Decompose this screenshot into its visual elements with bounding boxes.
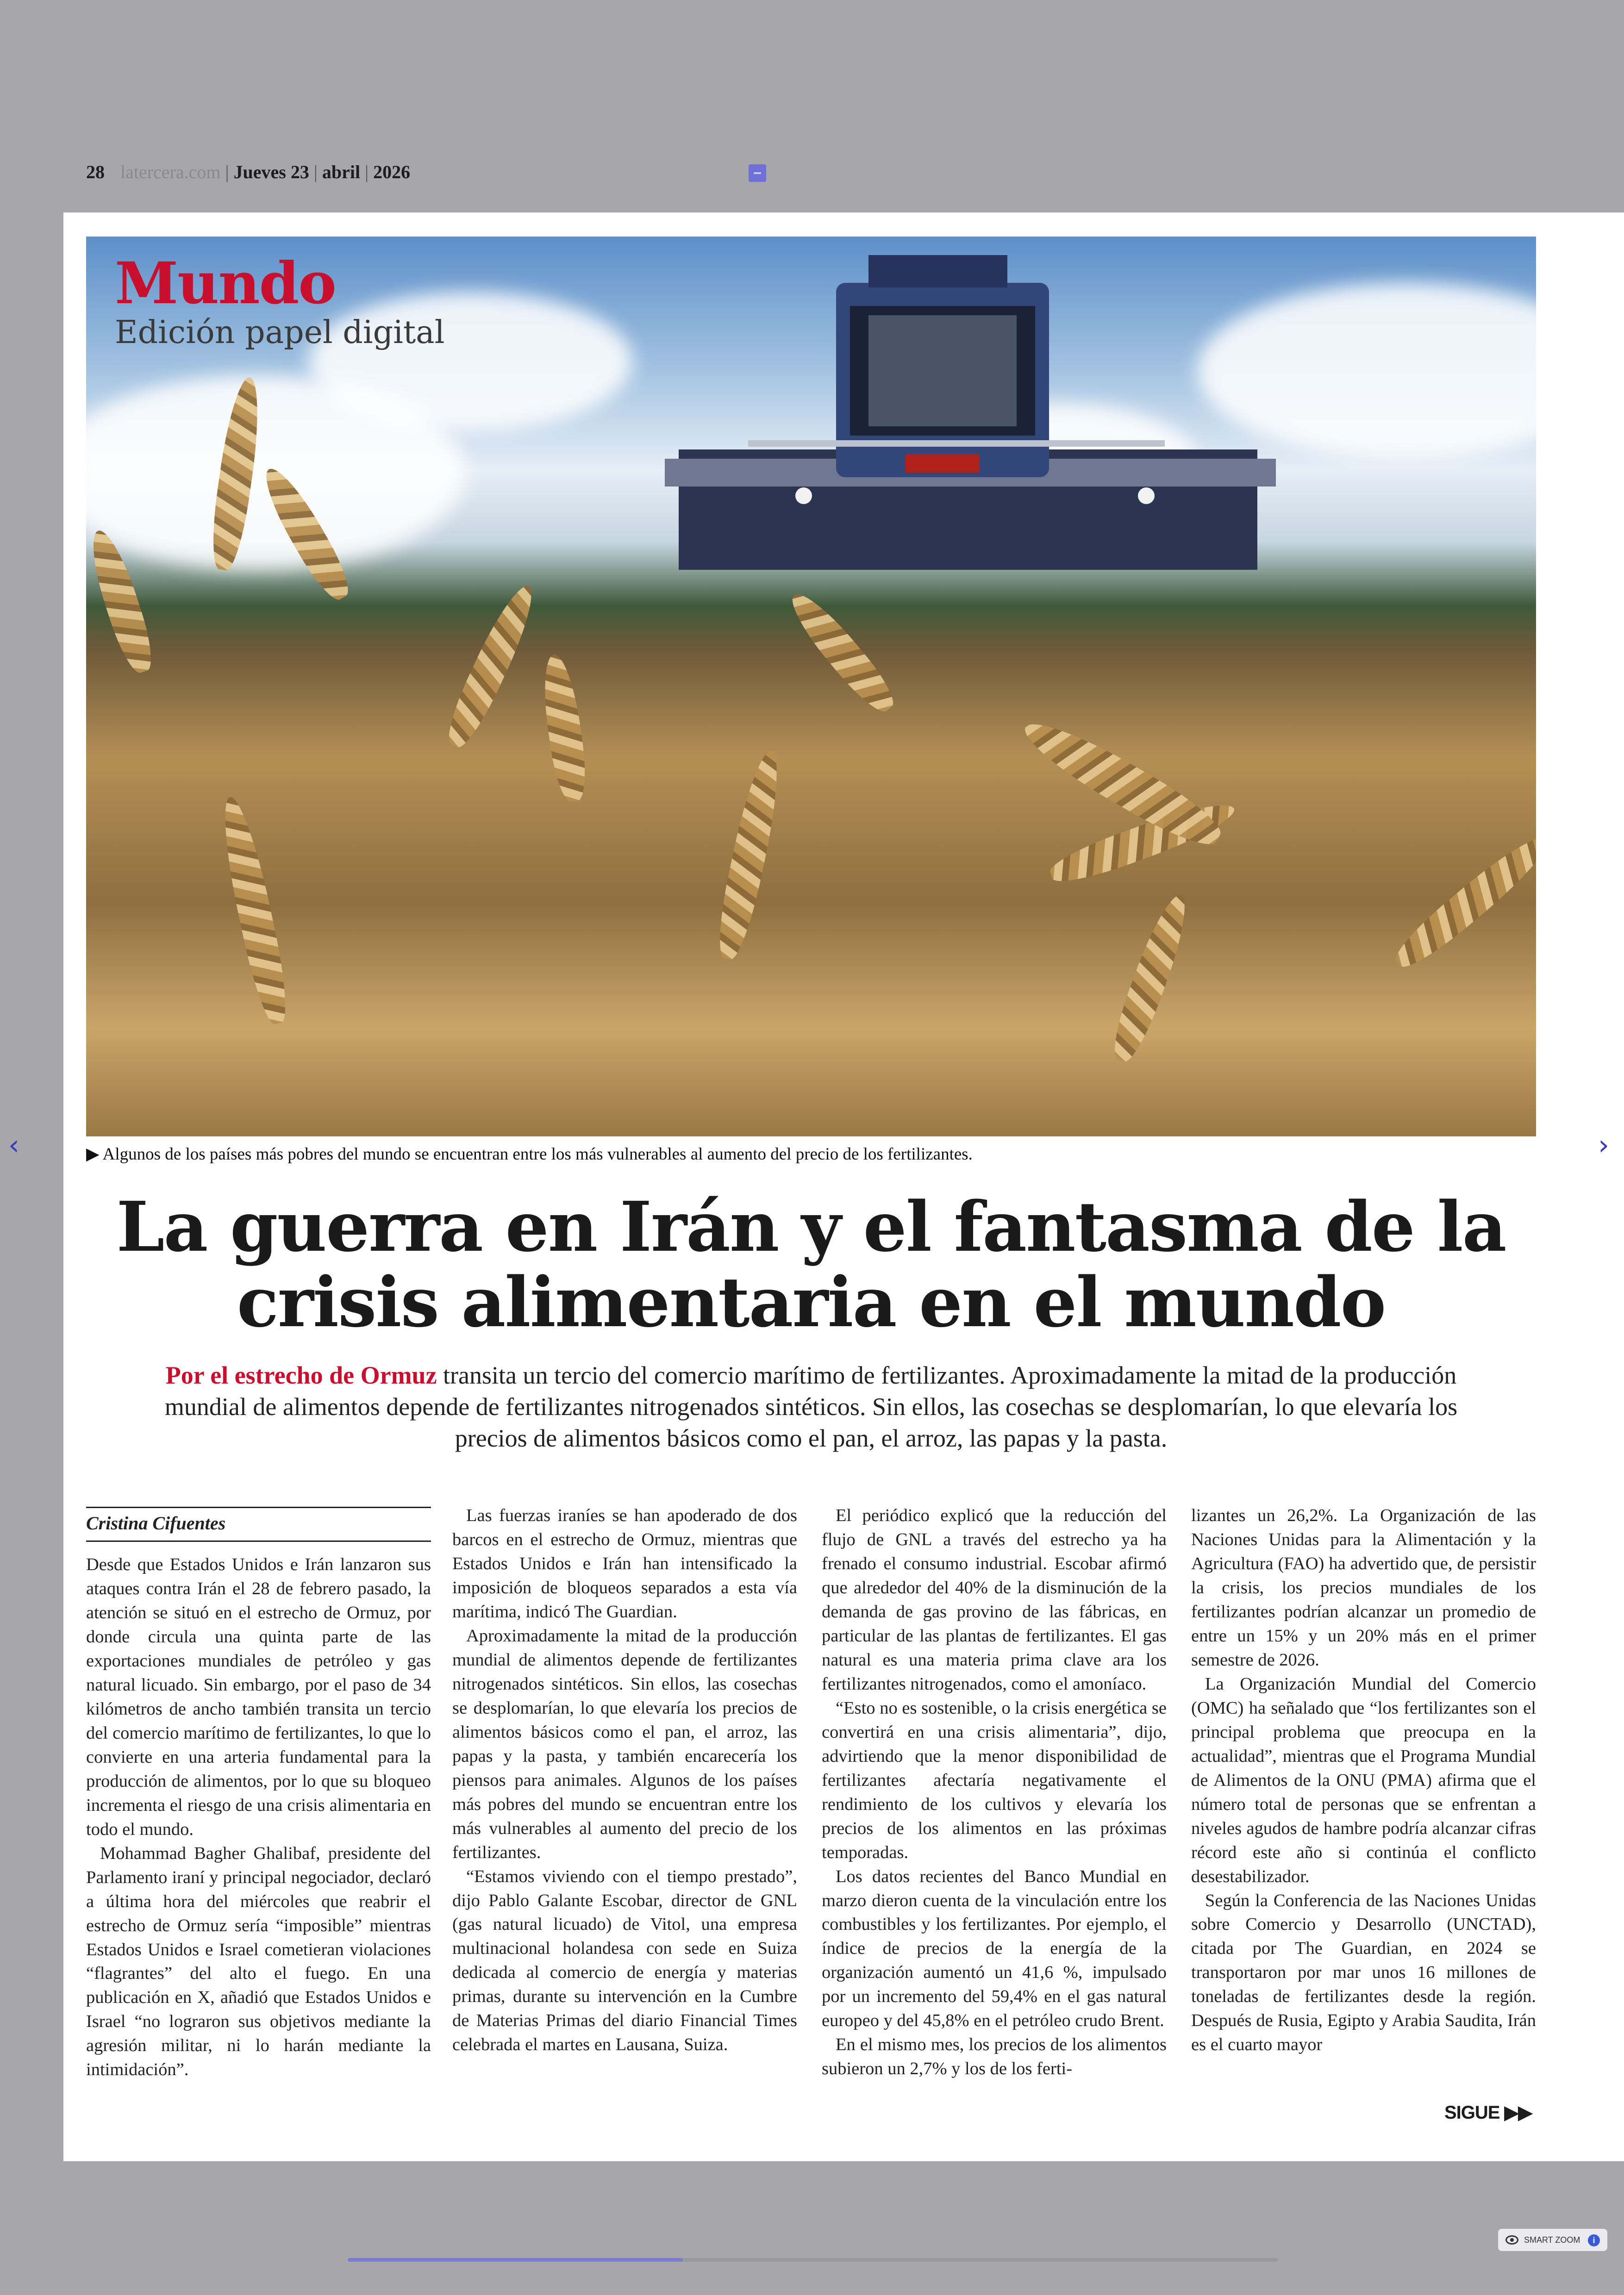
previous-page-icon[interactable]: ‹ bbox=[8, 1129, 19, 1161]
paragraph: En el mismo mes, los precios de los alimentos subieron un 2,7% y los de los ferti- bbox=[822, 2035, 1167, 2079]
folio-day: Jueves 23 bbox=[233, 162, 309, 182]
deck-text: transita un tercio del comercio marítimo de fertilizantes. Aproximadamente la mitad de la producción mundial de alimentos depende de fertilizantes nitrogenados sintéticos. Sin ellos, las cosechas se desplomarían, lo que elevaría los precios de alimentos básicos como el pan, el arroz, las papas y la pasta. bbox=[164, 1361, 1458, 1453]
wheat-harvester-photo bbox=[86, 237, 1536, 1136]
paragraph: Los datos recientes del Banco Mundial en marzo dieron cuenta de la vinculación entre los combustibles y los fertilizantes. Por ejemplo, el índice de precios de la energía de la organización aumentó un 41,6 %, impulsado por un incremento del 59,4% en el gas natural europeo y del 45,8% en el petróleo crudo Brent. bbox=[822, 1866, 1167, 2031]
article-deck bbox=[133, 1360, 1489, 1454]
folio-year: 2026 bbox=[373, 162, 411, 182]
headline-line: La guerra en Irán y el fantasma de la bbox=[116, 1186, 1506, 1267]
paragraph: “Esto no es sostenible, o la crisis energética se convertirá en una crisis alimentaria”, dijo, advirtiendo que la menor disponibilidad de fertilizantes afectaría negativamente el rendimiento de los cultivos y elevaría los precios de los alimentos en las próximas temporadas. bbox=[822, 1698, 1167, 1862]
page-progress-fill bbox=[348, 2258, 683, 2262]
folio-separator: | bbox=[365, 162, 369, 182]
page-menu-icon[interactable] bbox=[749, 164, 766, 182]
paragraph: La Organización Mundial del Comercio (OMC) ha señalado que “los fertilizantes son el principal problema que preocupa en la actualidad”, mientras que el Programa Mundial de Alimentos de la ONU (PMA) afirma que el número total de personas que se enfrentan a niveles agudos de hambre podría alcanzar cifras récord este año si continúa el conflicto desestabilizador. bbox=[1191, 1674, 1536, 1886]
next-page-icon[interactable]: › bbox=[1598, 1129, 1609, 1161]
harvester-illustration bbox=[609, 255, 1304, 588]
eye-icon bbox=[1505, 2235, 1518, 2245]
site-name: latercera.com bbox=[120, 162, 221, 182]
paragraph: El periódico explicó que la reducción del flujo de GNL a través del estrecho ya ha frenado el consumo industrial. Escobar afirmó que alrededor del 40% de la disminución de la demanda de gas provino de las fábricas, en particular de las plantas de fertilizantes. El gas natural es una materia prima clave ara los fertilizantes nitrogenados, como el amoníaco. bbox=[822, 1506, 1167, 1694]
article-headline bbox=[86, 1186, 1536, 1342]
folio-separator: | bbox=[313, 162, 318, 182]
info-icon[interactable]: i bbox=[1588, 2234, 1600, 2246]
article-column-4 bbox=[1191, 1504, 1536, 2057]
paragraph: Desde que Estados Unidos e Irán lanzaron sus ataques contra Irán el 28 de febrero pasado, la atención se situó en el estrecho de Ormuz, por donde circula una quinta parte de las exportaciones mundiales de petróleo y gas natural licuado. Sin embargo, por el paso de 34 kilómetros de ancho también transita un tercio del comercio marítimo de fertilizantes, lo que lo convierte en una arteria fundamental para la producción de alimentos, por lo que su bloqueo incrementa el riesgo de una crisis alimentaria en todo el mundo. bbox=[86, 1555, 431, 1839]
paragraph: lizantes un 26,2%. La Organización de las Naciones Unidas para la Alimentación y la Agricultura (FAO) ha advertido que, de persistir la crisis, los precios mundiales de los fertilizantes podrían alcanzar un promedio de entre un 15% y un 20% más en el primer semestre de 2026. bbox=[1191, 1506, 1536, 1670]
section-header bbox=[115, 250, 445, 353]
smart-zoom-label: SMART ZOOM bbox=[1524, 2235, 1580, 2245]
paragraph: Según la Conferencia de las Naciones Unidas sobre Comercio y Desarrollo (UNCTAD), citada por The Guardian, en 2024 se transportaron por mar unos 16 millones de toneladas de fertilizantes desde la región. Después de Rusia, Egipto y Arabia Saudita, Irán es el cuarto mayor bbox=[1191, 1890, 1536, 2055]
article-column-3 bbox=[822, 1504, 1167, 2081]
folio-month: abril bbox=[322, 162, 361, 182]
deck-highlight: Por el estrecho de Ormuz bbox=[165, 1361, 437, 1389]
paragraph: Las fuerzas iraníes se han apoderado de dos barcos en el estrecho de Ormuz, mientras que Estados Unidos e Irán han intensificado la imposición de bloqueos separados a esta vía marítima, indicó The Guardian. bbox=[452, 1506, 797, 1621]
photo-caption: ▶ Algunos de los países más pobres del mundo se encuentran entre los más vulnerables al aumento del precio de los fertilizantes. bbox=[86, 1145, 973, 1164]
page-folio bbox=[86, 161, 410, 183]
smart-zoom-button[interactable] bbox=[1498, 2229, 1607, 2251]
section-title: Mundo bbox=[115, 250, 336, 317]
article-column-2 bbox=[452, 1504, 797, 2057]
paragraph: “Estamos viviendo con el tiempo prestado”, dijo Pablo Galante Escobar, director de GNL (gas natural licuado) de Vitol, una empresa multinacional holandesa con sede en Suiza dedicada al comercio de energía y materias primas, durante su intervención en la Cumbre de Materias Primas del diario Financial Times celebrada el martes en Lausana, Suiza. bbox=[452, 1866, 797, 2055]
paragraph: Aproximadamente la mitad de la producción mundial de alimentos depende de fertilizantes nitrogenados sintéticos. Sin ellos, las cosechas se desplomarían, lo que elevaría los precios de alimentos básicos como el pan, el arroz, las papas y la pasta, y también encarecería los piensos para animales. Algunos de los países más pobres del mundo se encuentran entre los más vulnerables al aumento del precio de los fertilizantes. bbox=[452, 1626, 797, 1862]
page-progress-bar[interactable] bbox=[348, 2258, 1278, 2262]
continue-label: SIGUE ▶▶ bbox=[1444, 2102, 1532, 2123]
byline: Cristina Cifuentes bbox=[86, 1507, 431, 1542]
headline-line: crisis alimentaria en el mundo bbox=[237, 1261, 1386, 1342]
paragraph: Mohammad Bagher Ghalibaf, presidente del Parlamento iraní y principal negociador, declaró a última hora del miércoles que reabrir el estrecho de Ormuz sería “imposible” mientras Estados Unidos e Israel cometieran violaciones “flagrantes” del alto el fuego. En una publicación en X, añadió que Estados Unidos e Israel “no lograron sus objetivos mediante la agresión militar, ni lo harán mediante la intimidación”. bbox=[86, 1843, 431, 2080]
newspaper-page bbox=[63, 212, 1624, 2161]
edition-label: Edición papel digital bbox=[115, 314, 445, 351]
article-column-1 bbox=[86, 1504, 431, 2082]
page-number: 28 bbox=[86, 162, 105, 182]
folio-separator: | bbox=[225, 162, 229, 182]
